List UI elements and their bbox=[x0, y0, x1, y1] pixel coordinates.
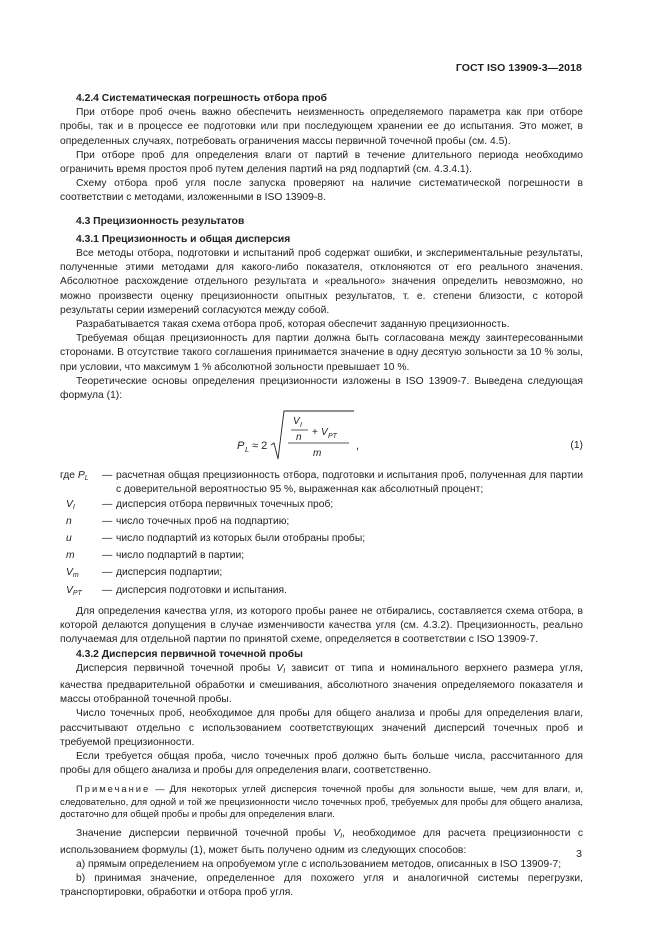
svg-text:+: + bbox=[312, 427, 318, 439]
svg-text:L: L bbox=[245, 445, 250, 455]
symbol-definitions bbox=[60, 469, 583, 601]
symbol bbox=[60, 584, 102, 601]
symbol-subscript: m bbox=[72, 572, 79, 580]
paragraph: Схему отбора проб угля после запуска проверяют на наличие систематической погрешности в соответствии с методами, изложенными в ISO 13909-8. bbox=[60, 178, 583, 204]
symbol-definition-row bbox=[60, 566, 583, 583]
symbol-definition-text: число подпартий в партии; bbox=[116, 550, 245, 562]
symbol-definition-row bbox=[60, 584, 583, 601]
paragraph: Если требуется общая проба, число точечных проб должно быть больше числа, рассчитанного для пробы для общего анализа и пробы для определения влаги, соответственно. bbox=[60, 750, 583, 777]
symbol-subscript: L bbox=[84, 475, 89, 483]
where-label: где bbox=[60, 470, 76, 482]
symbol bbox=[60, 469, 102, 497]
symbol-definition-text: дисперсия отбора первичных точечных проб; bbox=[116, 498, 334, 510]
list-item: b) принимая значение, определенное для похожего угля и аналогичной системы перегрузки, транспортировки, обработки и отбора проб угля. bbox=[60, 873, 583, 899]
definition-dash: — bbox=[102, 550, 113, 562]
symbol-definition-row bbox=[60, 549, 583, 566]
section-heading-4-3-2: 4.3.2 Дисперсия первичной точечной пробы bbox=[76, 648, 303, 660]
svg-text:V: V bbox=[293, 416, 300, 428]
symbol bbox=[60, 498, 102, 515]
svg-text:m: m bbox=[313, 448, 322, 460]
symbol-letter: m bbox=[66, 550, 75, 562]
symbol bbox=[60, 515, 102, 532]
paragraph: При отборе проб для определения влаги от партий в течение длительного периода необходимо ограничить время простоя проб путем деления партий на ряд подпартий (см. 4.3.4.1). bbox=[60, 149, 583, 176]
svg-text:V: V bbox=[321, 427, 328, 439]
symbol-letter: V bbox=[66, 498, 73, 510]
symbol-definition-row bbox=[60, 532, 583, 549]
svg-text:,: , bbox=[356, 440, 360, 453]
symbol bbox=[60, 549, 102, 566]
paragraph: Значение дисперсии первичной точечной пробы $V_I$, необходимое для расчета прецизионности с использованием формулы (1), может быть получено одним из следующих способов: bbox=[60, 827, 583, 856]
paragraph: Требуемая общая прецизионность для партии должна быть согласована между заинтересованными сторонами. В отсутствие такого соглашения принимается значение в одну десятую зольности за 10 % золы, при условии, что максимум 1 % абсолютной зольности превышает 10 %. bbox=[60, 333, 583, 373]
symbol-letter: n bbox=[66, 515, 72, 527]
symbol-letter: V bbox=[66, 567, 73, 579]
svg-text:P: P bbox=[237, 440, 245, 453]
symbol-definition-text: число точечных проб на подпартию; bbox=[116, 515, 290, 527]
svg-text:n: n bbox=[296, 432, 302, 444]
document-header: ГОСТ ISO 13909-3—2018 bbox=[455, 62, 582, 74]
formula-number: (1) bbox=[570, 440, 583, 452]
definition-dash: — bbox=[102, 567, 113, 579]
page-number: 3 bbox=[576, 848, 582, 860]
symbol-definition-text: расчетная общая прецизионность отбора, подготовки и испытания проб, полученная для партии с доверительной вероятностью 95 %, выраженная как абсолютный процент; bbox=[116, 470, 583, 496]
paragraph: Для определения качества угля, из которого пробы ранее не отбирались, составляется схема отбора, в которой делаются допущения в случае изменчивости качества угля (см. 4.3.2). Прецизионность, реально получаемая для отдельной партии по принятой схеме, определяется в соответствии с ISO 13909-7. bbox=[60, 605, 583, 646]
symbol-letter: P bbox=[77, 470, 85, 482]
symbol bbox=[60, 532, 102, 549]
definition-dash: — bbox=[102, 498, 113, 510]
definition-dash: — bbox=[102, 515, 113, 527]
svg-text:≈ 2: ≈ 2 bbox=[252, 440, 268, 453]
paragraph: Теоретические основы определения прецизионности изложены в ISO 13909-7. Выведена следующая формула (1): bbox=[60, 375, 583, 402]
note-label: Примечание bbox=[76, 783, 151, 795]
formula-graphic bbox=[60, 405, 583, 469]
symbol-letter: V bbox=[66, 584, 73, 596]
symbol-letter: u bbox=[66, 533, 72, 545]
section-heading-4-3-1: 4.3.1 Прецизионность и общая дисперсия bbox=[76, 233, 291, 245]
svg-text:I: I bbox=[300, 422, 302, 430]
note-text: — Для некоторых углей дисперсия точечной пробы для зольности выше, чем для влаги, и, следовательно, для одной и той же прецизионности число точечных проб, требуемых для пробы для общего анализа, достаточно для общей пробы и пробы для определения влаги. bbox=[60, 783, 583, 820]
paragraph: Разрабатывается такая схема отбора проб, которая обеспечит заданную прецизионность. bbox=[76, 319, 510, 331]
symbol-definition-text: число подпартий из которых были отобраны пробы; bbox=[116, 533, 366, 545]
symbol-subscript: I bbox=[72, 503, 75, 511]
paragraph: При отборе проб очень важно обеспечить неизменность определяемого параметра как при отборе пробы, так и в процессе ее подготовки или при последующем хранении ее до испытания. Это может, в определенных случаях, потребовать ограничения массы первичной точечной пробы (см. 4.5). bbox=[60, 107, 583, 147]
definition-dash: — bbox=[102, 584, 113, 596]
paragraph: Число точечных проб, необходимое для пробы для общего анализа и пробы для определения влаги, рассчитывают отдельно с использованием соответствующих значений дисперсий точечных проб и требуемой прецизионности. bbox=[60, 708, 583, 748]
section-heading-4-3: 4.3 Прецизионность результатов bbox=[76, 215, 245, 227]
note bbox=[60, 783, 583, 820]
svg-text:PT: PT bbox=[328, 433, 337, 441]
paragraph: Дисперсия первичной точечной пробы $V_I$ зависит от типа и номинального верхнего размера угля, качества предварительной обработки и смешивания, абсолютного значения определяемого показателя и массы отобранной точечной пробы. bbox=[60, 662, 584, 706]
symbol-definition-row bbox=[60, 469, 583, 497]
definition-dash: — bbox=[102, 533, 113, 545]
document-body bbox=[60, 92, 583, 901]
list-item: a) прямым определением на опробуемом угле с использованием методов, описанных в ISO 13909-7; bbox=[76, 858, 562, 870]
symbol-definition-text: дисперсия подготовки и испытания. bbox=[116, 584, 287, 596]
symbol-definition-row bbox=[60, 515, 583, 532]
symbol-definition-text: дисперсия подпартии; bbox=[116, 567, 223, 579]
symbol-definition-row bbox=[60, 498, 583, 515]
paragraph: Все методы отбора, подготовки и испытаний проб содержат ошибки, и экспериментальные результаты, полученные этими методами для какого-либо показателя, отклоняются от его реального значения. Абсолютное расхождение отдельного результата и «реального» значения определить невозможно, но можно произвести оценку прецизионности опытных результатов, т. е. степени близости, с которой результаты серии измерений согласуются между собой. bbox=[60, 248, 583, 316]
formula-1 bbox=[60, 405, 583, 469]
symbol bbox=[60, 566, 102, 583]
section-heading-4-2-4: 4.2.4 Систематическая погрешность отбора проб bbox=[76, 93, 328, 104]
symbol-subscript: PT bbox=[72, 589, 82, 597]
definition-dash: — bbox=[102, 470, 113, 482]
